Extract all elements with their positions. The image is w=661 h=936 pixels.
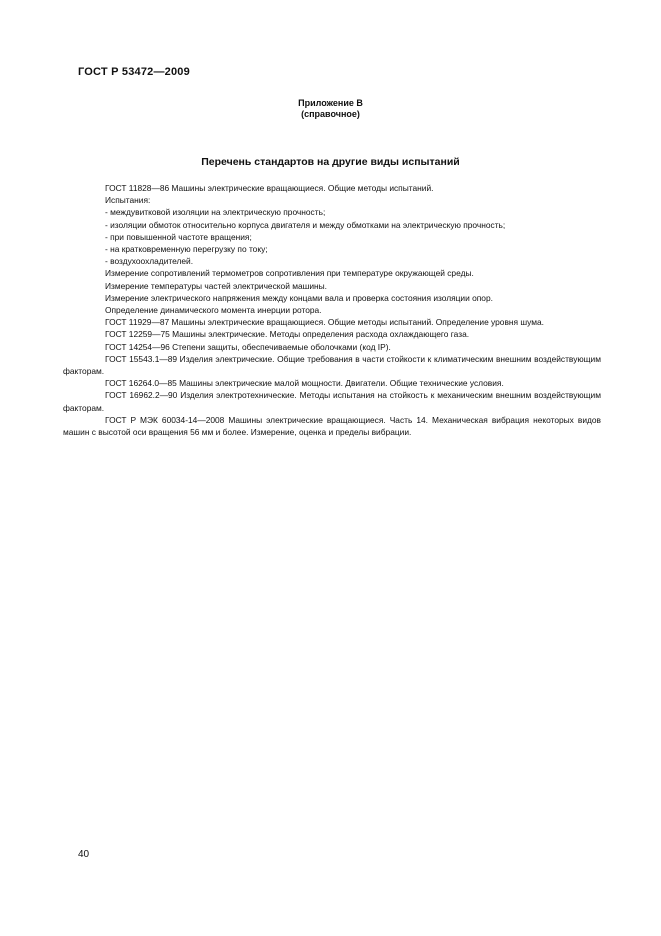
paragraph: Определение динамического момента инерции ротора. — [105, 305, 322, 316]
paragraph: Измерение температуры частей электрической машины. — [105, 280, 327, 291]
list-item: - воздухоохладителей. — [105, 256, 194, 267]
section-title: Перечень стандартов на другие виды испытаний — [201, 156, 460, 168]
standards-list — [63, 182, 601, 438]
paragraph: Измерение сопротивлений термометров сопротивления при температуре окружающей среды. — [105, 268, 474, 279]
appendix-heading — [0, 98, 661, 120]
list-item: - изоляции обмоток относительно корпуса двигателя и между обмотками на электрическую прочность; — [105, 219, 506, 230]
paragraph: ГОСТ 11828—86 Машины электрические вращающиеся. Общие методы испытаний. — [105, 183, 434, 193]
paragraph: Испытания: — [105, 195, 151, 206]
paragraph: ГОСТ 16962.2—90 Изделия электротехнические. Методы испытания на стойкость к механическим внешним воздействующим факторам. — [63, 390, 601, 413]
page-number: 40 — [78, 849, 90, 860]
appendix-subtitle: (справочное) — [301, 109, 360, 119]
paragraph: ГОСТ 11929—87 Машины электрические вращающиеся. Общие методы испытаний. Определение уровня шума. — [105, 317, 544, 328]
list-item: - на кратковременную перегрузку по току; — [105, 244, 268, 255]
list-item: - при повышенной частоте вращения; — [105, 231, 252, 242]
paragraph: Измерение электрического напряжения между концами вала и проверка состояния изоляции опор. — [105, 292, 493, 303]
paragraph: ГОСТ Р МЭК 60034-14—2008 Машины электрические вращающиеся. Часть 14. Механическая вибрация некоторых видов машин с высотой оси вращения 56 мм и более. Измерение, оценка и пределы вибрации. — [63, 414, 601, 438]
document-code-header: ГОСТ Р 53472—2009 — [78, 66, 190, 78]
paragraph: ГОСТ 15543.1—89 Изделия электрические. Общие требования в части стойкости к климатическим внешним воздействующим факторам. — [63, 353, 601, 377]
paragraph: ГОСТ 16264.0—85 Машины электрические малой мощности. Двигатели. Общие технические условия. — [105, 378, 504, 389]
paragraph: ГОСТ 14254—96 Степени защиты, обеспечиваемые оболочками (код IP). — [105, 341, 391, 352]
paragraph: ГОСТ 12259—75 Машины электрические. Методы определения расхода охлаждающего газа. — [105, 329, 470, 340]
appendix-title: Приложение В — [298, 98, 363, 108]
list-item: - междувитковой изоляции на электрическую прочность; — [105, 207, 326, 218]
